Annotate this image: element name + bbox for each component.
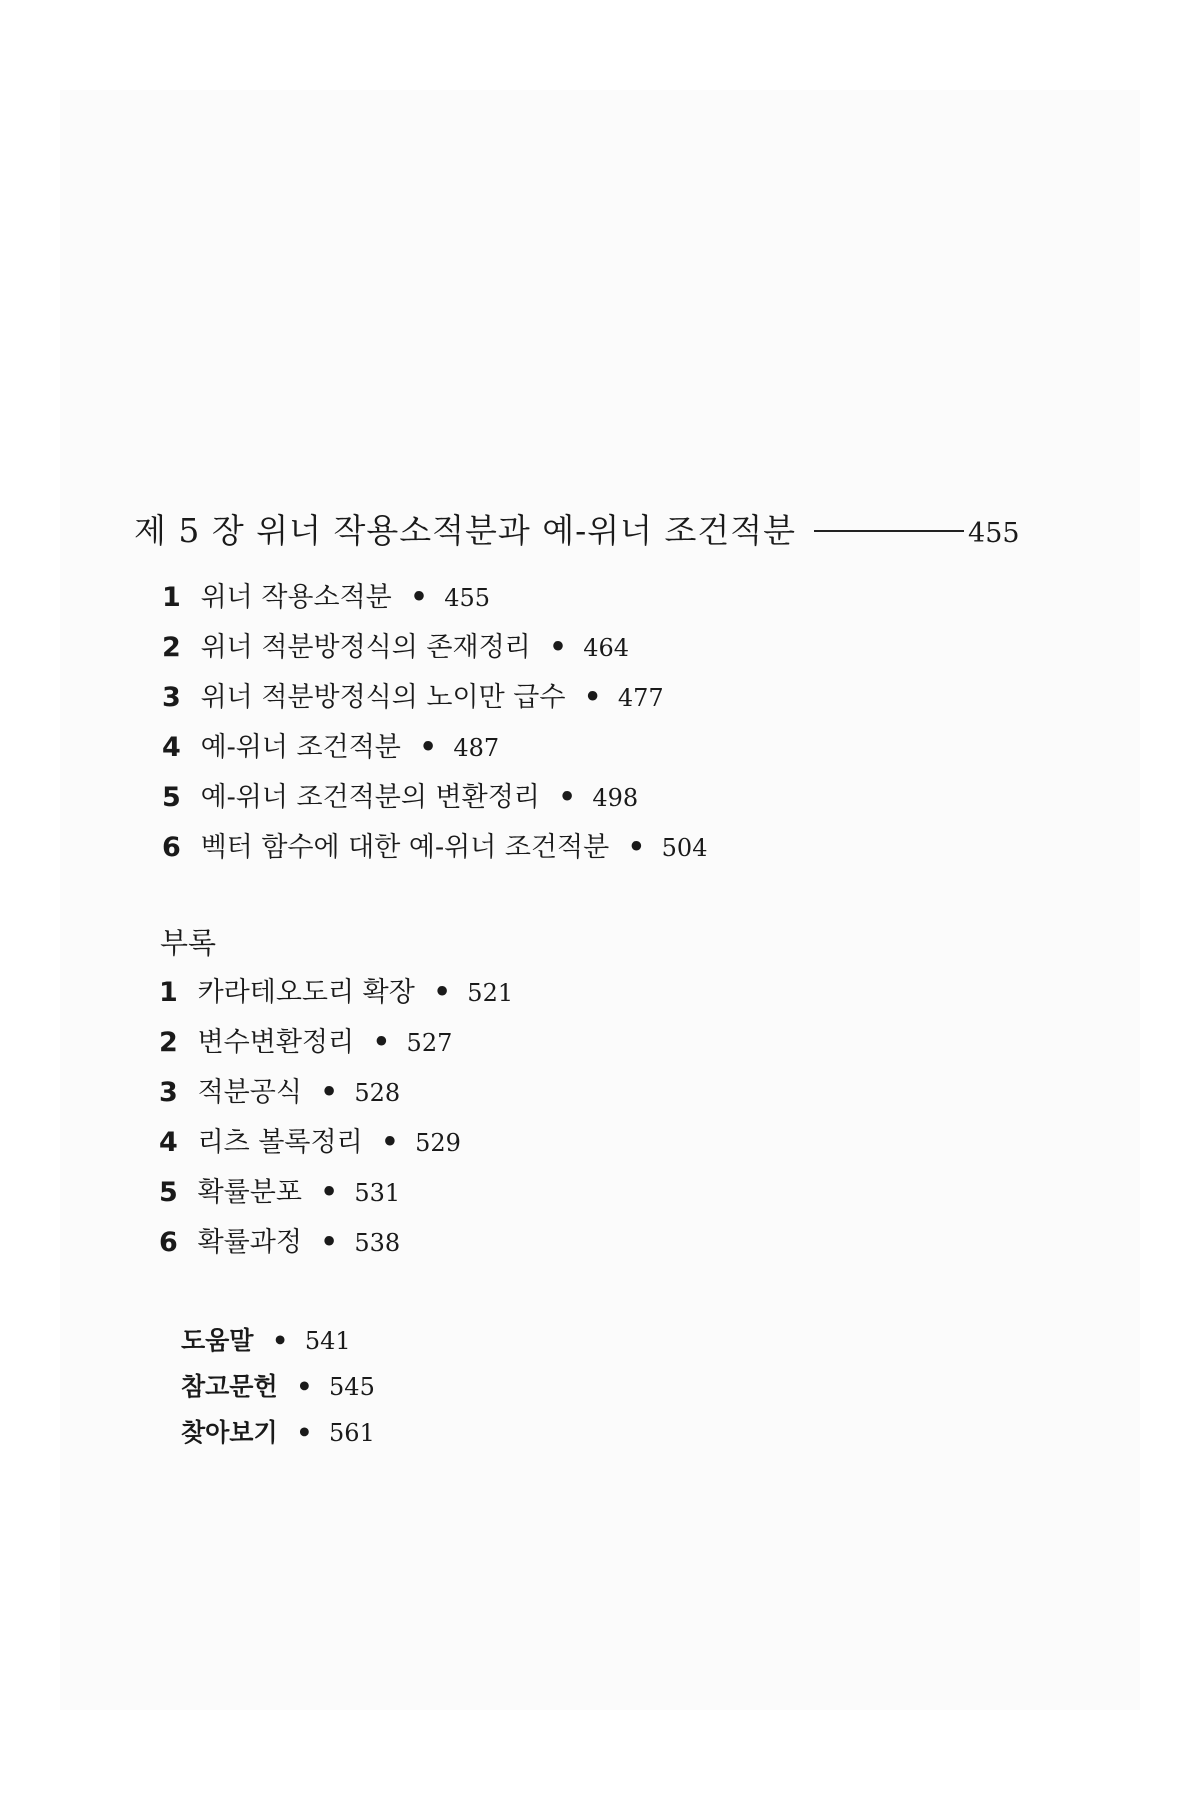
entry-page-number: 527	[406, 1029, 453, 1057]
entry-separator: •	[372, 1027, 390, 1058]
entry-title: 도움말	[181, 1326, 254, 1355]
entry-number: 4	[162, 732, 181, 763]
toc-entry[interactable]	[159, 1018, 513, 1068]
entry-title: 위너 작용소적분	[200, 582, 392, 613]
entry-title: 확률과정	[197, 1227, 302, 1258]
appendix-section-list	[159, 968, 513, 1268]
chapter-title: 제 5 장 위너 작용소적분과 예-위너 조건적분	[134, 511, 797, 550]
entry-page-number: 531	[354, 1179, 401, 1207]
entry-title: 확률분포	[197, 1177, 302, 1208]
chapter-heading	[134, 505, 1034, 555]
entry-separator: •	[584, 682, 602, 713]
entry-page-number: 487	[453, 734, 500, 762]
entry-page-number: 464	[583, 634, 630, 662]
entry-title: 적분공식	[197, 1077, 302, 1108]
chapter-page-number: 455	[968, 518, 1020, 549]
leader-rule	[814, 530, 964, 532]
entry-page-number: 538	[354, 1229, 401, 1257]
entry-title: 위너 적분방정식의 노이만 급수	[200, 682, 566, 713]
toc-entry[interactable]	[162, 673, 707, 723]
entry-page-number: 561	[329, 1419, 375, 1447]
entry-separator: •	[320, 1177, 338, 1208]
toc-entry[interactable]	[162, 823, 707, 873]
entry-page-number: 541	[304, 1327, 351, 1355]
toc-entry-index[interactable]	[181, 1410, 375, 1456]
entry-page-number: 521	[467, 979, 514, 1007]
toc-entry-help[interactable]	[181, 1318, 375, 1364]
entry-separator: •	[558, 782, 576, 813]
toc-entry[interactable]	[162, 623, 707, 673]
entry-separator: •	[296, 1418, 313, 1447]
toc-entry[interactable]	[162, 723, 707, 773]
entry-separator: •	[549, 632, 567, 663]
toc-entry[interactable]	[159, 1218, 513, 1268]
entry-title: 예-위너 조건적분의 변환정리	[200, 782, 540, 813]
entry-separator: •	[381, 1127, 399, 1158]
entry-number: 6	[159, 1227, 178, 1258]
toc-entry[interactable]	[159, 968, 513, 1018]
toc-entry[interactable]	[162, 773, 707, 823]
entry-number: 1	[162, 582, 181, 613]
entry-number: 5	[159, 1177, 178, 1208]
entry-number: 6	[162, 832, 181, 863]
chapter-section-list	[162, 573, 707, 873]
back-matter-list	[181, 1318, 375, 1456]
entry-title: 참고문헌	[181, 1372, 278, 1401]
entry-separator: •	[433, 977, 451, 1008]
entry-separator: •	[272, 1326, 289, 1355]
entry-number: 2	[159, 1027, 178, 1058]
toc-entry-references[interactable]	[181, 1364, 375, 1410]
entry-number: 3	[162, 682, 181, 713]
entry-page-number: 498	[592, 784, 639, 812]
entry-title: 위너 적분방정식의 존재정리	[200, 632, 531, 663]
entry-page-number: 477	[617, 684, 664, 712]
entry-separator: •	[296, 1372, 313, 1401]
entry-page-number: 545	[329, 1373, 375, 1401]
entry-separator: •	[410, 582, 428, 613]
entry-separator: •	[419, 732, 437, 763]
entry-title: 예-위너 조건적분	[200, 732, 401, 763]
entry-title: 변수변환정리	[197, 1027, 355, 1058]
entry-page-number: 504	[661, 834, 708, 862]
toc-entry[interactable]	[162, 573, 707, 623]
entry-number: 5	[162, 782, 181, 813]
entry-number: 2	[162, 632, 181, 663]
entry-page-number: 528	[354, 1079, 401, 1107]
entry-title: 찾아보기	[181, 1418, 278, 1447]
entry-number: 4	[159, 1127, 178, 1158]
entry-page-number: 529	[415, 1129, 461, 1157]
entry-separator: •	[320, 1077, 338, 1108]
toc-entry[interactable]	[159, 1118, 513, 1168]
entry-number: 1	[159, 977, 178, 1008]
entry-title: 카라테오도리 확장	[197, 977, 415, 1008]
toc-entry[interactable]	[159, 1168, 513, 1218]
entry-title: 벡터 함수에 대한 예-위너 조건적분	[200, 832, 610, 863]
entry-title: 리츠 볼록정리	[197, 1127, 363, 1158]
toc-entry[interactable]	[159, 1068, 513, 1118]
entry-page-number: 455	[444, 584, 491, 612]
entry-separator: •	[320, 1227, 338, 1258]
entry-separator: •	[627, 832, 646, 863]
entry-number: 3	[159, 1077, 178, 1108]
appendix-heading: 부록	[160, 926, 217, 960]
